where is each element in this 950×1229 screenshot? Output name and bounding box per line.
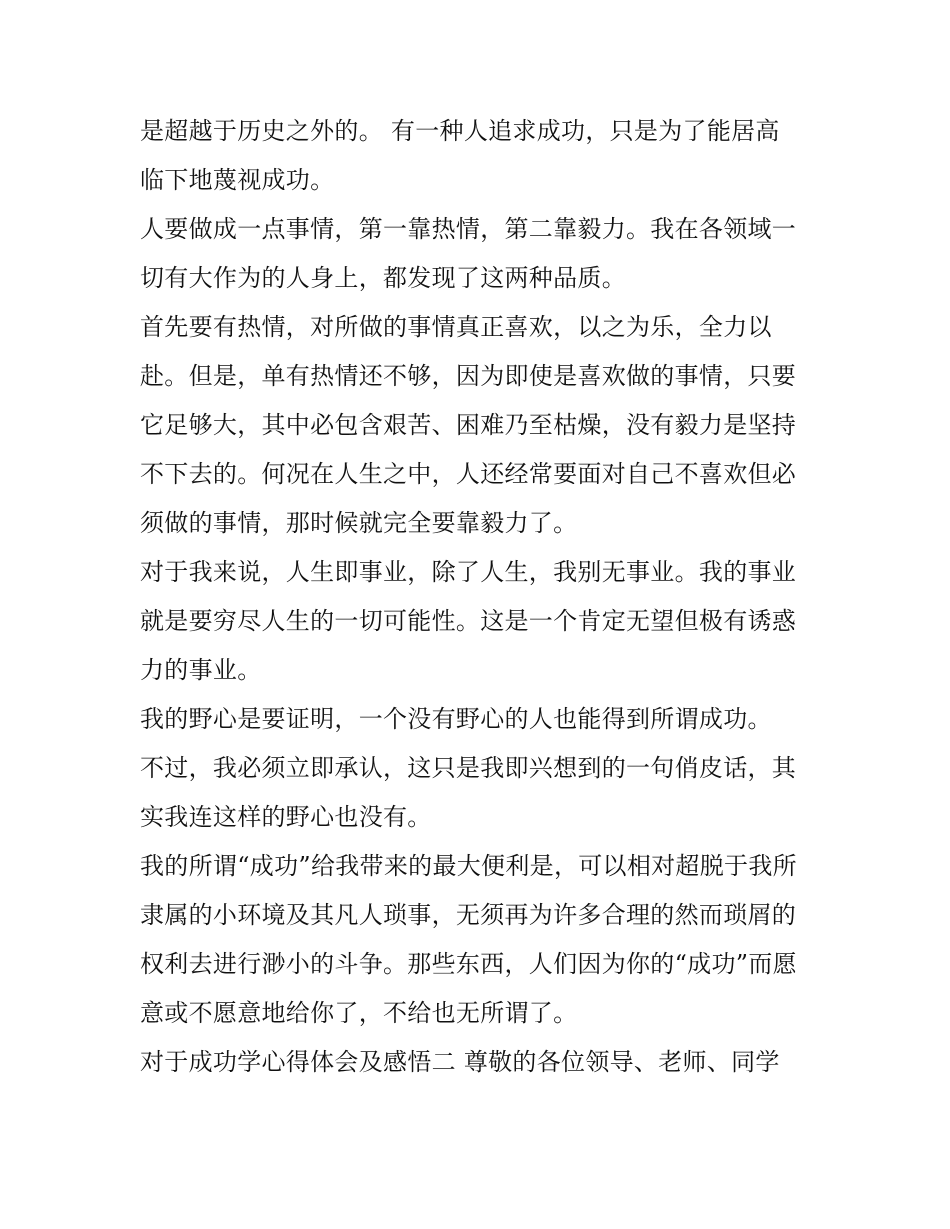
text-line: 人要做成一点事情，第一靠热情，第二靠毅力。我在各领域一 <box>140 215 797 243</box>
text-line: 权利去进行渺小的斗争。那些东西，人们因为你的“成功”而愿 <box>140 950 797 978</box>
text-line: 切有大作为的人身上，都发现了这两种品质。 <box>140 264 626 292</box>
text-line: 实我连这样的野心也没有。 <box>140 803 432 831</box>
document-body <box>140 107 820 1087</box>
text-line: 须做的事情，那时候就完全要靠毅力了。 <box>140 509 578 537</box>
text-line: 就是要穷尽人生的一切可能性。这是一个肯定无望但极有诱惑 <box>140 607 797 635</box>
text-line: 我的所谓“成功”给我带来的最大便利是，可以相对超脱于我所 <box>140 852 797 880</box>
text-line: 赴。但是，单有热情还不够，因为即使是喜欢做的事情，只要 <box>140 362 797 390</box>
text-line: 意或不愿意地给你了，不给也无所谓了。 <box>140 999 578 1027</box>
text-line: 临下地蔑视成功。 <box>140 166 335 194</box>
text-line: 不过，我必须立即承认，这只是我即兴想到的一句俏皮话，其 <box>140 754 797 782</box>
text-line: 我的野心是要证明，一个没有野心的人也能得到所谓成功。 <box>140 705 772 733</box>
text-line: 是超越于历史之外的。 有一种人追求成功，只是为了能居高 <box>140 117 780 145</box>
text-line: 不下去的。何况在人生之中，人还经常要面对自己不喜欢但必 <box>140 460 797 488</box>
text-line: 它足够大，其中必包含艰苦、困难乃至枯燥，没有毅力是坚持 <box>140 411 797 439</box>
text-line: 力的事业。 <box>140 656 262 684</box>
text-line: 对于我来说，人生即事业，除了人生，我别无事业。我的事业 <box>140 558 797 586</box>
text-line: 对于成功学心得体会及感悟二 尊敬的各位领导、老师、同学 <box>140 1048 780 1076</box>
text-line: 隶属的小环境及其凡人琐事，无须再为许多合理的然而琐屑的 <box>140 901 797 929</box>
text-line: 首先要有热情，对所做的事情真正喜欢，以之为乐，全力以 <box>140 313 772 341</box>
